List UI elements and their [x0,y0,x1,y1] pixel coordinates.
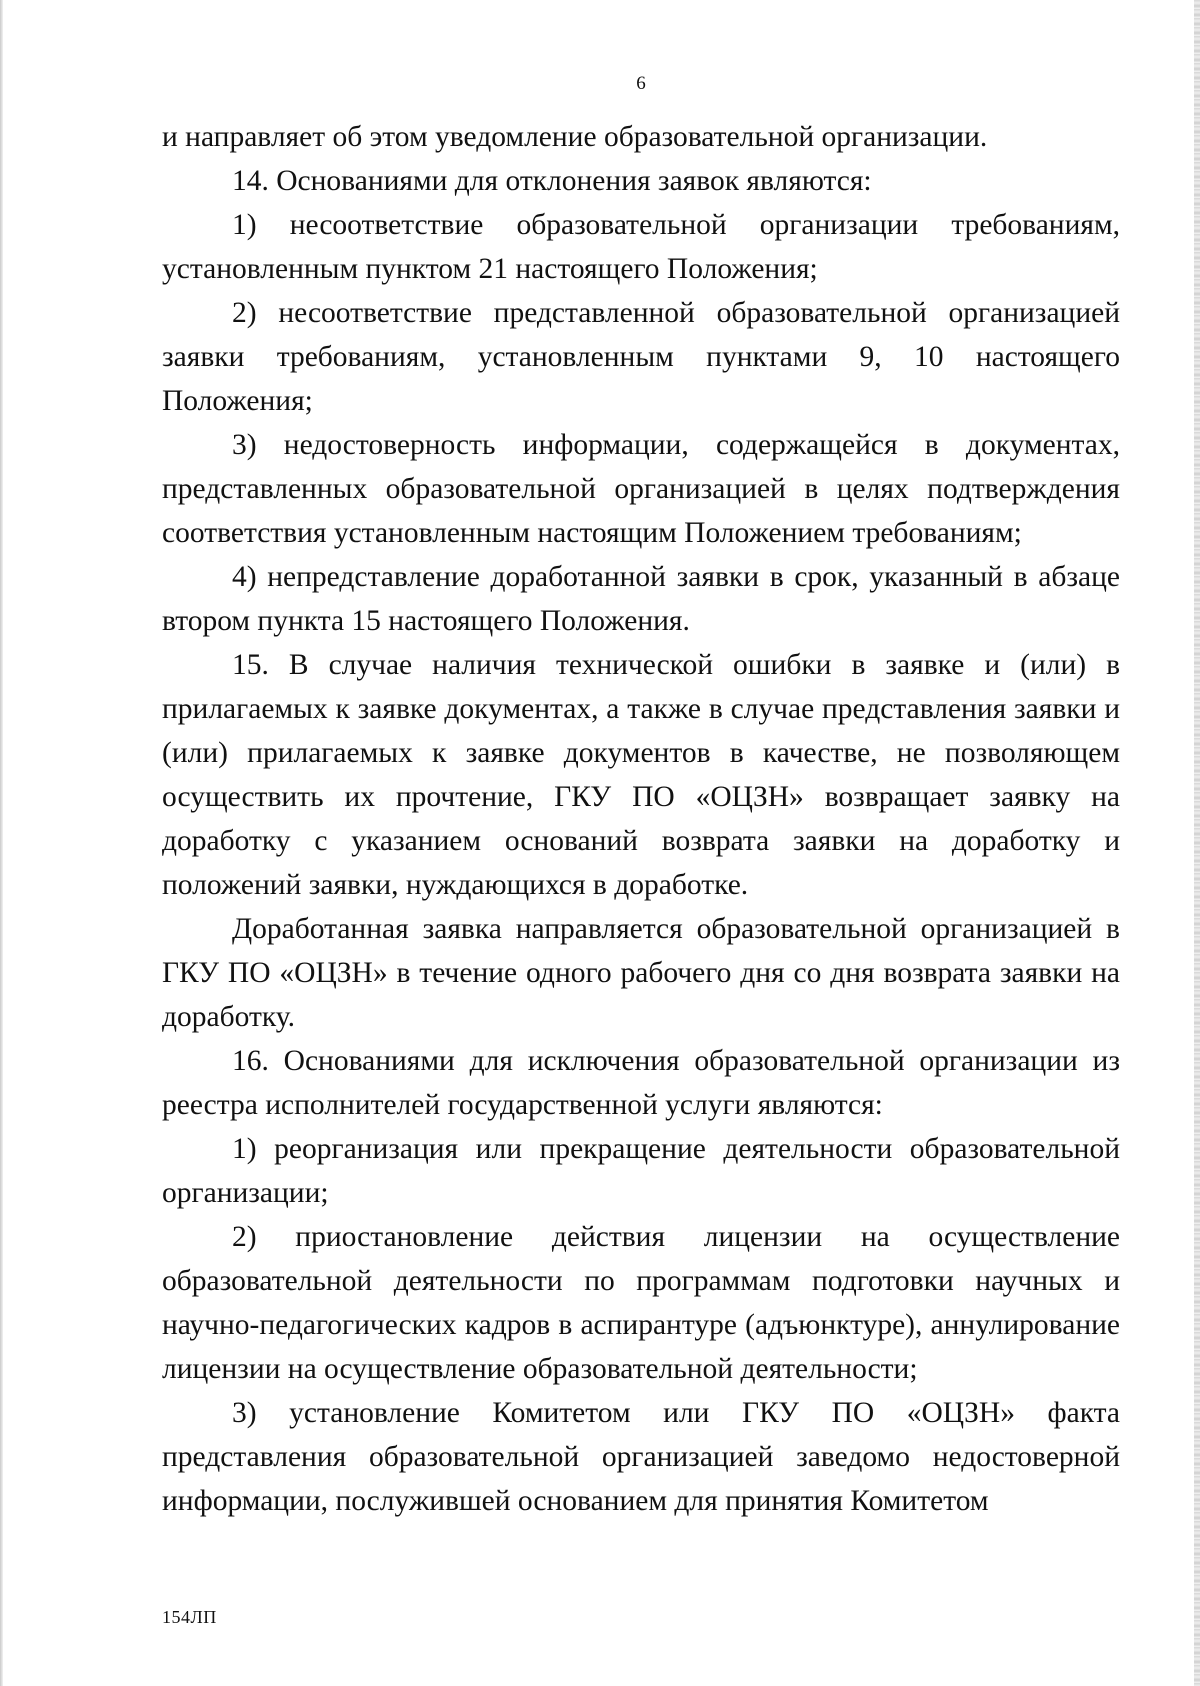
clause-16-heading: 16. Основаниями для исключения образовательной организации из реестра исполнителей государственной услуги являются: [162,1045,1120,1121]
clause-14-item-3: 3) недостоверность информации, содержащейся в документах, представленных образовательной организацией в целях подтверждения соответствия установленным настоящим Положением требованиям; [162,429,1120,549]
page-number: 6 [636,73,646,94]
document-code: 154ЛП [162,1607,217,1627]
clause-14-item-4: 4) непредставление доработанной заявки в срок, указанный в абзаце втором пункта 15 настоящего Положения. [162,561,1120,637]
document-body [162,115,1120,1523]
clause-15-paragraph-2: Доработанная заявка направляется образовательной организацией в ГКУ ПО «ОЦЗН» в течение одного рабочего дня со дня возврата заявки на доработку. [162,913,1120,1033]
paragraph-continuation: и направляет об этом уведомление образовательной организации. [162,121,988,153]
clause-14-heading: 14. Основаниями для отклонения заявок являются: [232,165,872,197]
clause-14-item-1: 1) несоответствие образовательной организации требованиям, установленным пунктом 21 настоящего Положения; [162,209,1120,285]
scan-edge-left [0,0,3,1686]
clause-16-item-3: 3) установление Комитетом или ГКУ ПО «ОЦЗН» факта представления образовательной организацией заведомо недостоверной информации, послужившей основанием для принятия Комитетом [162,1397,1120,1517]
clause-16-item-2: 2) приостановление действия лицензии на осуществление образовательной деятельности по программам подготовки научных и научно-педагогических кадров в аспирантуре (адъюнктуре), аннулирование лицензии на осуществление образовательной деятельности; [162,1221,1120,1385]
clause-14-item-2: 2) несоответствие представленной образовательной организацией заявки требованиям, установленным пунктами 9, 10 настоящего Положения; [162,297,1120,417]
clause-15: 15. В случае наличия технической ошибки в заявке и (или) в прилагаемых к заявке документах, а также в случае представления заявки и (или) прилагаемых к заявке документов в качестве, не позволяющем осуществить их прочтение, ГКУ ПО «ОЦЗН» возвращает заявку на доработку с указанием оснований возврата заявки на доработку и положений заявки, нуждающихся в доработке. [162,649,1120,901]
scan-edge-right [1194,0,1200,1686]
clause-16-item-1: 1) реорганизация или прекращение деятельности образовательной организации; [162,1133,1120,1209]
